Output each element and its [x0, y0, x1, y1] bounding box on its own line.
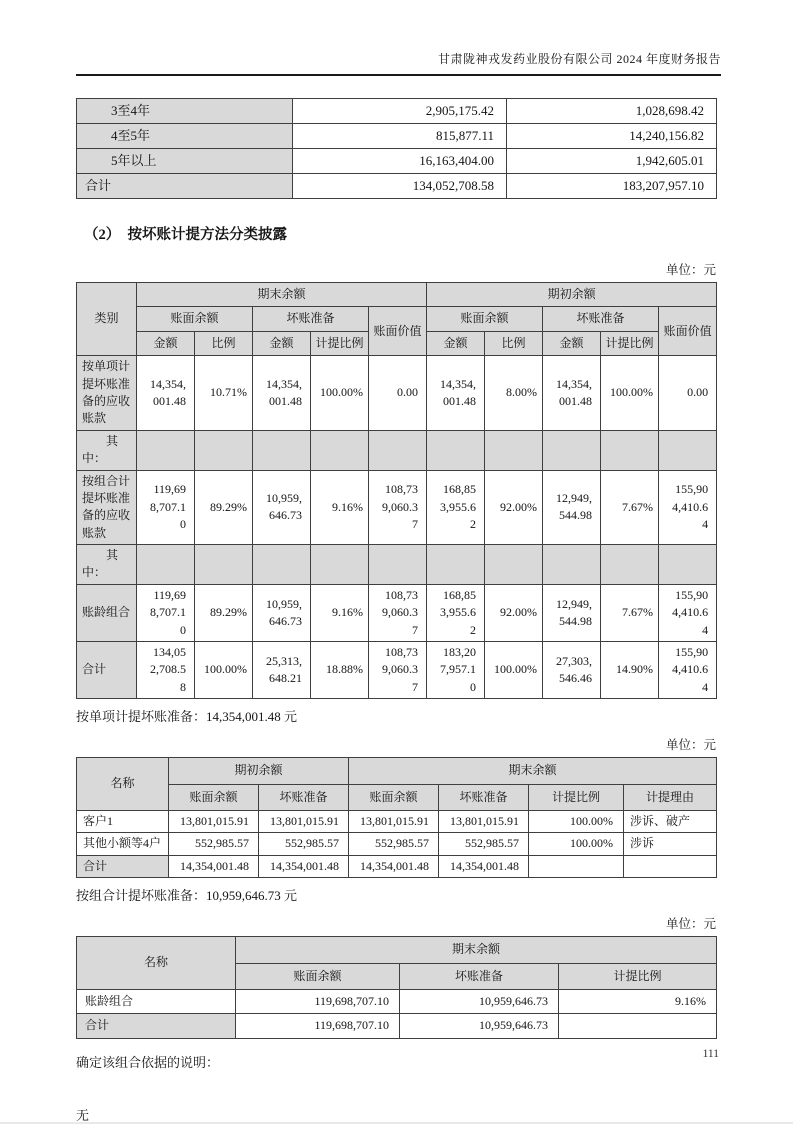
table-row-portfolio	[77, 470, 717, 545]
col-header-bad-debt: 坏账准备	[543, 307, 659, 331]
aging-beginning-value: 1,028,698.42	[507, 99, 717, 124]
note-none: 无	[76, 1107, 90, 1123]
col-header-provision-ratio: 计提比例	[601, 331, 659, 355]
header-row	[77, 307, 717, 331]
row-label-total: 合计	[77, 1014, 236, 1038]
cell: 13,801,015.91	[439, 810, 529, 832]
cell: 25,313,648.21	[253, 642, 311, 699]
aging-label: 4至5年	[77, 124, 293, 149]
row-label-total: 合计	[77, 855, 169, 877]
row-label: 按单项计提坏账准备的应收账款	[77, 356, 137, 431]
cell: 10,959,646.73	[253, 470, 311, 545]
cell: 14,354,001.48	[439, 855, 529, 877]
cell: 12,949,544.98	[543, 584, 601, 641]
table-row	[77, 833, 717, 855]
cell: 100.00%	[529, 833, 624, 855]
cell	[427, 545, 485, 585]
row-label: 客户1	[77, 810, 169, 832]
cell: 552,985.57	[259, 833, 349, 855]
section-heading: （2） 按坏账计提方法分类披露	[84, 227, 287, 243]
unit-label: 单位：元	[665, 917, 716, 932]
aging-total-label: 合计	[77, 174, 293, 199]
cell: 7.67%	[601, 584, 659, 641]
cell: 134,052,708.58	[137, 642, 195, 699]
cell: 552,985.57	[349, 833, 439, 855]
cell: 12,949,544.98	[543, 470, 601, 545]
cell	[601, 545, 659, 585]
cell	[253, 545, 311, 585]
provision-method-table	[76, 282, 717, 699]
col-header-bad-debt: 坏账准备	[259, 784, 349, 810]
col-header-amount: 金额	[137, 331, 195, 355]
cell	[311, 545, 369, 585]
row-label: 其中：	[77, 430, 137, 470]
cell: 14,354,001.48	[543, 356, 601, 431]
unit-label: 单位：元	[665, 738, 716, 753]
table-row-aging-portfolio	[77, 584, 717, 641]
col-header-amount: 金额	[543, 331, 601, 355]
cell: 108,739,060.37	[369, 470, 427, 545]
aging-ending-value: 16,163,404.00	[293, 149, 507, 174]
cell: 100.00%	[195, 642, 253, 699]
table-row-total	[77, 855, 717, 877]
col-header-book-balance: 账面余额	[427, 307, 543, 331]
col-header-book-balance: 账面余额	[137, 307, 253, 331]
cell: 涉诉	[624, 833, 717, 855]
cell	[543, 430, 601, 470]
cell: 155,904,410.64	[659, 584, 717, 641]
cell	[624, 855, 717, 877]
cell	[369, 545, 427, 585]
col-header-book-balance: 账面余额	[236, 963, 400, 989]
document-header	[76, 50, 721, 76]
cell: 14,354,001.48	[169, 855, 259, 877]
cell: 108,739,060.37	[369, 584, 427, 641]
cell: 14,354,001.48	[253, 356, 311, 431]
cell: 0.00	[659, 356, 717, 431]
col-header-bad-debt: 坏账准备	[439, 784, 529, 810]
cell	[559, 1014, 717, 1038]
cell: 100.00%	[601, 356, 659, 431]
col-header-ratio: 比例	[195, 331, 253, 355]
row-label: 按组合计提坏账准备的应收账款	[77, 470, 137, 545]
table-row-subheader	[77, 545, 717, 585]
portfolio-provision-table	[76, 936, 717, 1039]
note-basis-statement: 确定该组合依据的说明：	[76, 1054, 220, 1070]
cell: 155,904,410.64	[659, 470, 717, 545]
col-header-book-balance: 账面余额	[349, 784, 439, 810]
cell: 10,959,646.73	[400, 989, 559, 1013]
row-label: 其他小额等4户	[77, 833, 169, 855]
col-header-ratio: 比例	[485, 331, 543, 355]
row-label-total: 合计	[77, 642, 137, 699]
cell: 183,207,957.10	[427, 642, 485, 699]
cell: 8.00%	[485, 356, 543, 431]
cell: 14,354,001.48	[259, 855, 349, 877]
cell	[529, 855, 624, 877]
cell: 涉诉、破产	[624, 810, 717, 832]
cell: 108,739,060.37	[369, 642, 427, 699]
cell: 89.29%	[195, 470, 253, 545]
col-header-ending-balance: 期末余额	[137, 283, 427, 307]
cell: 9.16%	[559, 989, 717, 1013]
col-header-carrying-value: 账面价值	[369, 307, 427, 356]
col-header-provision-ratio: 计提比例	[529, 784, 624, 810]
cell: 7.67%	[601, 470, 659, 545]
cell	[601, 430, 659, 470]
cell	[311, 430, 369, 470]
aging-beginning-total: 183,207,957.10	[507, 174, 717, 199]
cell: 9.16%	[311, 584, 369, 641]
cell: 92.00%	[485, 584, 543, 641]
cell	[659, 430, 717, 470]
cell: 13,801,015.91	[349, 810, 439, 832]
col-header-ending-balance: 期末余额	[236, 937, 717, 963]
aging-label: 5年以上	[77, 149, 293, 174]
cell	[137, 430, 195, 470]
col-header-carrying-value: 账面价值	[659, 307, 717, 356]
col-header-provision-ratio: 计提比例	[559, 963, 717, 989]
table-row-total	[77, 1014, 717, 1038]
header-row	[77, 283, 717, 307]
table-row-total	[77, 642, 717, 699]
cell: 552,985.57	[439, 833, 529, 855]
row-label: 账龄组合	[77, 989, 236, 1013]
aging-ending-total: 134,052,708.58	[293, 174, 507, 199]
aging-label: 3至4年	[77, 99, 293, 124]
note-portfolio-provision: 按组合计提坏账准备：10,959,646.73 元	[76, 888, 298, 904]
cell: 92.00%	[485, 470, 543, 545]
cell: 10,959,646.73	[253, 584, 311, 641]
cell	[427, 430, 485, 470]
cell: 13,801,015.91	[169, 810, 259, 832]
cell: 0.00	[369, 356, 427, 431]
table-row	[77, 989, 717, 1013]
cell	[253, 430, 311, 470]
cell: 552,985.57	[169, 833, 259, 855]
page-number: 111	[702, 1048, 719, 1060]
col-header-beginning-balance: 期初余额	[169, 758, 349, 784]
header-row	[77, 937, 717, 963]
cell: 155,904,410.64	[659, 642, 717, 699]
col-header-category: 类别	[77, 283, 137, 356]
col-header-book-balance: 账面余额	[169, 784, 259, 810]
col-header-beginning-balance: 期初余额	[427, 283, 717, 307]
cell: 10,959,646.73	[400, 1014, 559, 1038]
col-header-ending-balance: 期末余额	[349, 758, 717, 784]
cell: 14,354,001.48	[137, 356, 195, 431]
header-row	[77, 758, 717, 784]
cell: 9.16%	[311, 470, 369, 545]
cell	[137, 545, 195, 585]
table-row-individual	[77, 356, 717, 431]
aging-ending-value: 2,905,175.42	[293, 99, 507, 124]
cell: 27,303,546.46	[543, 642, 601, 699]
cell: 119,698,707.10	[137, 470, 195, 545]
row-label: 其中：	[77, 545, 137, 585]
cell	[659, 545, 717, 585]
aging-beginning-value: 14,240,156.82	[507, 124, 717, 149]
cell	[485, 430, 543, 470]
table-row	[77, 99, 717, 124]
cell: 13,801,015.91	[259, 810, 349, 832]
table-row	[77, 149, 717, 174]
cell: 10.71%	[195, 356, 253, 431]
col-header-amount: 金额	[253, 331, 311, 355]
cell: 18.88%	[311, 642, 369, 699]
row-label: 账龄组合	[77, 584, 137, 641]
cell: 100.00%	[311, 356, 369, 431]
cell: 100.00%	[529, 810, 624, 832]
cell: 14,354,001.48	[349, 855, 439, 877]
col-header-provision-reason: 计提理由	[624, 784, 717, 810]
cell: 168,853,955.62	[427, 470, 485, 545]
aging-beginning-value: 1,942,605.01	[507, 149, 717, 174]
cell: 89.29%	[195, 584, 253, 641]
col-header-amount: 金额	[427, 331, 485, 355]
cell: 168,853,955.62	[427, 584, 485, 641]
table-row-subheader	[77, 430, 717, 470]
cell: 119,698,707.10	[236, 1014, 400, 1038]
cell: 119,698,707.10	[236, 989, 400, 1013]
document-title: 甘肃陇神戎发药业股份有限公司 2024 年度财务报告	[437, 52, 721, 66]
col-header-provision-ratio: 计提比例	[311, 331, 369, 355]
cell	[195, 430, 253, 470]
cell	[369, 430, 427, 470]
col-header-bad-debt: 坏账准备	[400, 963, 559, 989]
aging-table	[76, 98, 717, 199]
col-header-name: 名称	[77, 937, 236, 990]
cell	[195, 545, 253, 585]
cell: 100.00%	[485, 642, 543, 699]
aging-ending-value: 815,877.11	[293, 124, 507, 149]
cell: 14.90%	[601, 642, 659, 699]
table-row	[77, 810, 717, 832]
cell	[543, 545, 601, 585]
table-row-total	[77, 174, 717, 199]
cell	[485, 545, 543, 585]
header-row	[77, 784, 717, 810]
individual-provision-table	[76, 757, 717, 878]
table-row	[77, 124, 717, 149]
col-header-name: 名称	[77, 758, 169, 811]
cell: 119,698,707.10	[137, 584, 195, 641]
unit-label: 单位：元	[665, 263, 716, 277]
cell: 14,354,001.48	[427, 356, 485, 431]
note-individual-provision: 按单项计提坏账准备：14,354,001.48 元	[76, 709, 298, 725]
col-header-bad-debt: 坏账准备	[253, 307, 369, 331]
